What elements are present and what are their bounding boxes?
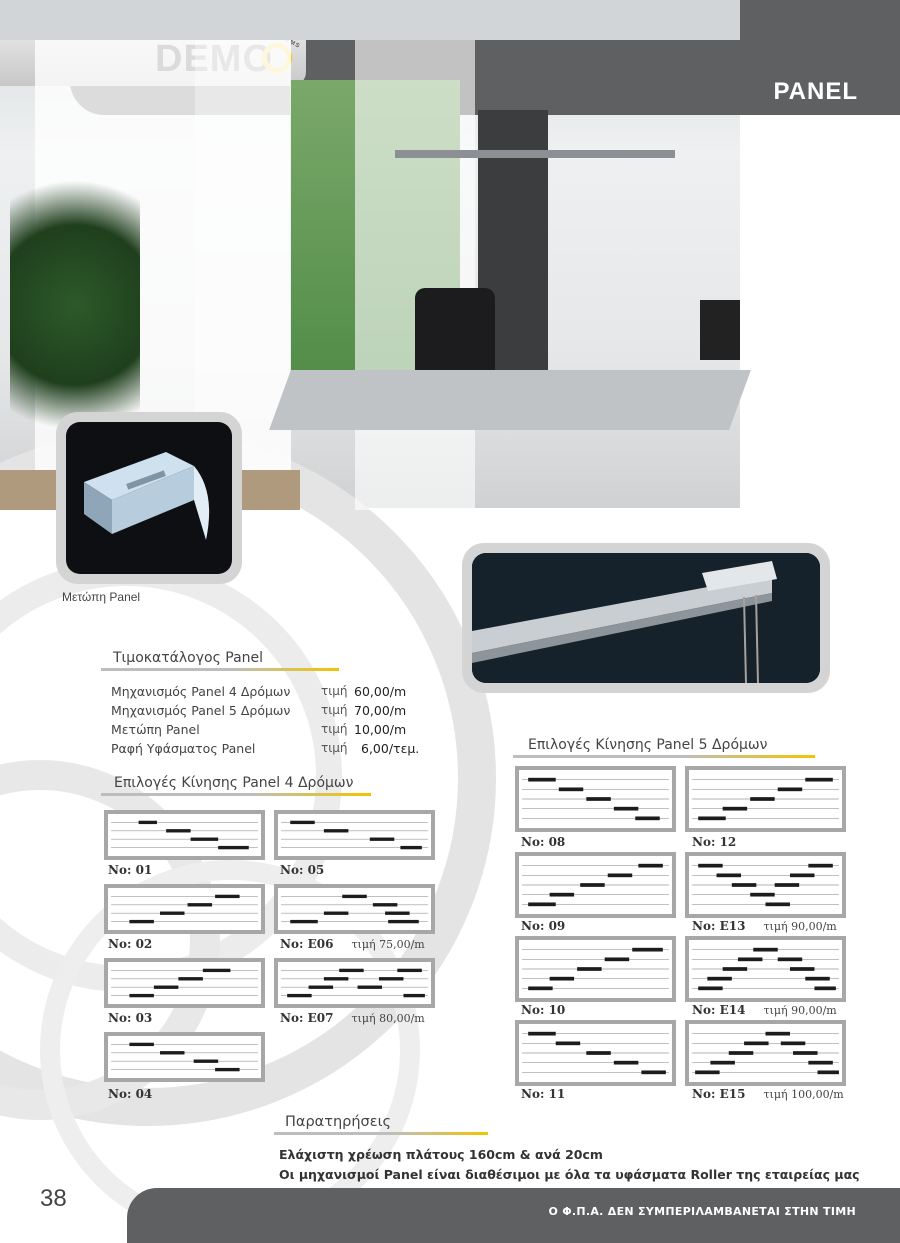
panel-segment	[814, 986, 835, 990]
panel-segment	[577, 967, 601, 971]
price-label: τιμή	[321, 741, 348, 755]
panel-segment	[729, 1051, 753, 1055]
panel-segment	[698, 986, 722, 990]
price-list-heading: Τιμοκατάλογος Panel	[113, 650, 264, 666]
panel-segment	[808, 864, 832, 868]
panel-segment	[586, 797, 610, 801]
movement-diagram	[104, 958, 265, 1008]
price-value: 10,00/m	[354, 722, 407, 737]
option-number: No: E15	[692, 1087, 746, 1101]
panel-segment	[766, 1032, 790, 1036]
panel-segment	[753, 948, 777, 952]
panel-segment	[790, 873, 814, 877]
option-number: No: 05	[280, 863, 325, 877]
panel-segment	[403, 994, 424, 997]
panel-segment	[790, 967, 814, 971]
option-number: No: 09	[521, 919, 566, 933]
option-number: No: 02	[108, 937, 153, 951]
panel-segment	[379, 977, 403, 980]
price-item-name: Μηχανισμός Panel 4 Δρόμων	[111, 684, 291, 699]
panel-segment	[750, 893, 774, 897]
options-5-heading: Επιλογές Κίνησης Panel 5 Δρόμων	[528, 737, 768, 753]
option-number: No: E07	[280, 1011, 334, 1025]
movement-diagram	[104, 810, 265, 860]
movement-diagram	[515, 852, 676, 918]
price-item-name: Ραφή Υφάσματος Panel	[111, 741, 256, 756]
option-label	[280, 1011, 425, 1025]
panel-segment	[614, 807, 638, 811]
panel-segment	[528, 902, 556, 906]
option-label	[692, 1087, 844, 1101]
panel-segment	[556, 1041, 580, 1045]
panel-segment	[614, 1061, 638, 1065]
heading-underline	[101, 668, 339, 671]
front-profile-caption: Μετώπη Panel	[62, 590, 141, 604]
price-row	[111, 703, 441, 722]
rail-image	[472, 553, 820, 683]
option-price: τιμή 80,00/m	[351, 1012, 425, 1025]
panel-segment	[339, 969, 363, 972]
option-label	[108, 863, 152, 877]
movement-diagram	[104, 1032, 265, 1082]
front-profile-image	[66, 422, 232, 574]
panel-segment	[194, 1060, 218, 1063]
movement-diagram	[104, 884, 265, 934]
option-number: No: 04	[108, 1087, 153, 1101]
panel-segment	[723, 807, 747, 811]
panel-segment	[632, 948, 663, 952]
option-label	[692, 1003, 837, 1017]
panel-segment	[778, 787, 802, 791]
option-label	[108, 1011, 152, 1025]
heading-underline	[513, 755, 815, 758]
panel-segment	[698, 864, 722, 868]
panel-segment	[744, 1041, 768, 1045]
panel-segment	[766, 902, 790, 906]
panel-segment	[324, 977, 348, 980]
panel-segment	[342, 895, 366, 898]
panel-segment	[710, 1061, 734, 1065]
option-label	[108, 937, 152, 951]
option-label	[280, 863, 324, 877]
panel-segment	[528, 778, 556, 782]
panel-segment	[400, 846, 421, 849]
page-number: 38	[40, 1185, 67, 1212]
panel-segment	[370, 838, 394, 841]
panel-segment	[641, 1070, 665, 1074]
option-price: τιμή 90,00/m	[763, 920, 837, 933]
panel-segment	[698, 816, 726, 820]
movement-diagram	[274, 958, 435, 1008]
options-4-heading: Επιλογές Κίνησης Panel 4 Δρόμων	[114, 775, 354, 791]
option-number: No: 11	[521, 1087, 566, 1101]
panel-segment	[139, 821, 157, 824]
option-label	[521, 1087, 565, 1101]
panel-segment	[129, 994, 153, 997]
movement-diagram	[685, 852, 846, 918]
vat-notice: Ο Φ.Π.Α. ΔΕΝ ΣΥΜΠΕΡΙΛΑΜΒΑΝΕΤΑΙ ΣΤΗΝ ΤΙΜΗ	[548, 1205, 856, 1218]
movement-diagram	[515, 936, 676, 1002]
panel-segment	[605, 957, 629, 961]
panel-segment	[805, 778, 833, 782]
option-price: τιμή 75,00/m	[351, 938, 425, 951]
panel-segment	[215, 1068, 239, 1071]
price-row	[111, 741, 441, 760]
panel-segment	[738, 957, 762, 961]
panel-segment	[309, 986, 333, 989]
panel-segment	[191, 838, 219, 841]
price-label: τιμή	[321, 703, 348, 717]
price-value: 70,00/m	[354, 703, 407, 718]
panel-segment	[129, 920, 153, 923]
option-number: No: 01	[108, 863, 153, 877]
panel-segment	[373, 903, 397, 906]
option-number: No: E14	[692, 1003, 746, 1017]
panel-segment	[717, 873, 741, 877]
price-label: τιμή	[321, 684, 348, 698]
movement-diagram	[274, 884, 435, 934]
panel-segment	[750, 797, 774, 801]
panel-segment	[707, 977, 731, 981]
option-label	[280, 937, 425, 951]
option-number: No: 08	[521, 835, 566, 849]
movement-diagram	[685, 936, 846, 1002]
panel-segment	[778, 957, 802, 961]
panel-segment	[154, 986, 178, 989]
panel-segment	[188, 903, 212, 906]
panel-segment	[290, 920, 318, 923]
movement-diagram	[685, 1020, 846, 1086]
panel-segment	[635, 816, 659, 820]
option-label	[692, 919, 837, 933]
panel-segment	[203, 969, 231, 972]
panel-segment	[638, 864, 662, 868]
movement-diagram	[515, 1020, 676, 1086]
option-price: τιμή 100,00/m	[763, 1088, 844, 1101]
panel-segment	[781, 1041, 805, 1045]
panel-segment	[732, 883, 756, 887]
panel-segment	[397, 969, 421, 972]
price-list	[111, 684, 441, 760]
notes-heading: Παρατηρήσεις	[285, 1114, 391, 1130]
panel-segment	[550, 893, 574, 897]
panel-segment	[818, 1070, 839, 1074]
panel-segment	[793, 1051, 817, 1055]
price-item-name: Μετώπη Panel	[111, 722, 200, 737]
option-number: No: 03	[108, 1011, 153, 1025]
panel-segment	[160, 912, 184, 915]
panel-segment	[358, 986, 382, 989]
notes-line: Ελάχιστη χρέωση πλάτους 160cm & ανά 20cm	[279, 1147, 603, 1162]
panel-segment	[287, 994, 311, 997]
price-label: τιμή	[321, 722, 348, 736]
panel-segment	[723, 967, 747, 971]
notes-text	[279, 1145, 860, 1185]
panel-segment	[178, 977, 202, 980]
panel-segment	[550, 977, 574, 981]
option-number: No: E06	[280, 937, 334, 951]
panel-segment	[218, 846, 249, 849]
movement-diagram	[274, 810, 435, 860]
price-item-name: Μηχανισμός Panel 5 Δρόμων	[111, 703, 291, 718]
panel-segment	[324, 829, 348, 832]
option-number: No: 10	[521, 1003, 566, 1017]
movement-diagram	[685, 766, 846, 832]
option-label	[521, 919, 565, 933]
price-row	[111, 722, 441, 741]
panel-segment	[608, 873, 632, 877]
option-price: τιμή 90,00/m	[763, 1004, 837, 1017]
price-row	[111, 684, 441, 703]
option-number: No: 12	[692, 835, 737, 849]
panel-segment	[385, 912, 409, 915]
option-label	[521, 1003, 565, 1017]
panel-segment	[129, 1043, 153, 1046]
page-title: PANEL	[773, 78, 858, 105]
panel-segment	[580, 883, 604, 887]
price-value: 60,00/m	[354, 684, 407, 699]
panel-segment	[695, 1070, 719, 1074]
option-label	[521, 835, 565, 849]
option-label	[692, 835, 736, 849]
panel-segment	[388, 920, 419, 923]
option-number: No: E13	[692, 919, 746, 933]
panel-segment	[324, 912, 348, 915]
panel-segment	[586, 1051, 610, 1055]
option-label	[108, 1087, 152, 1101]
panel-segment	[559, 787, 583, 791]
panel-segment	[775, 883, 799, 887]
panel-segment	[808, 1061, 832, 1065]
panel-segment	[528, 1032, 556, 1036]
panel-segment	[290, 821, 314, 824]
movement-diagram	[515, 766, 676, 832]
panel-segment	[166, 829, 190, 832]
panel-segment	[160, 1051, 184, 1054]
heading-underline	[274, 1132, 488, 1135]
panel-segment	[805, 977, 829, 981]
panel-segment	[528, 986, 552, 990]
notes-line: Οι μηχανισμοί Panel είναι διαθέσιμοι με όλα τα υφάσματα Roller της εταιρείας μας	[279, 1167, 860, 1182]
price-value: 6,00/τεμ.	[361, 741, 420, 756]
heading-underline	[101, 793, 371, 796]
panel-segment	[215, 895, 239, 898]
